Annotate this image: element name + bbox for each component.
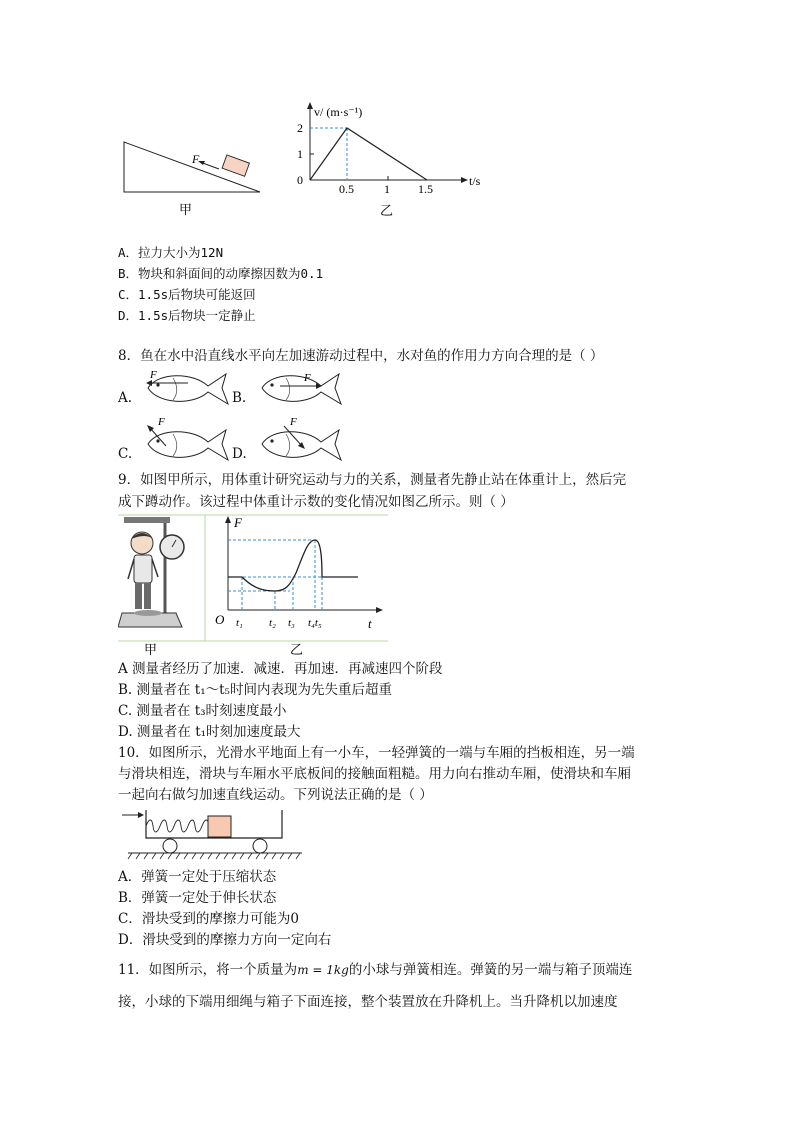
q8-label-d: D. xyxy=(232,446,247,462)
q7-option-d: D．1.5s后物块一定静止 xyxy=(118,308,256,323)
q8-label-a: A. xyxy=(118,390,133,406)
q9-t3-label: t₃ xyxy=(288,617,295,629)
q9-axis-f: F xyxy=(234,515,242,530)
y-tick-0: 0 xyxy=(297,173,303,187)
q10-stem-line2: 与滑块相连，滑块与车厢水平底板间的接触面粗糙。用力向右推动车厢，使滑块和车厢 xyxy=(118,766,631,782)
figure-yi-vt-graph xyxy=(292,96,507,222)
q9-figure xyxy=(118,513,388,657)
q9-stem-line1: 9．如图甲所示，用体重计研究运动与力的关系，测量者先静止站在体重计上，然后完 xyxy=(118,472,627,488)
q9-option-c: C. 测量者在 t₃时刻速度最小 xyxy=(118,703,287,719)
force-label-c: F xyxy=(158,416,165,428)
q11-stem-line2: 接，小球的下端用细绳与箱子下面连接，整个装置放在升降机上。当升降机以加速度 xyxy=(118,994,618,1010)
q8-label-b: B. xyxy=(232,390,247,406)
spring xyxy=(146,820,216,832)
q7-option-b: B．物块和斜面间的动摩擦因数为0.1 xyxy=(118,266,324,281)
q10-option-d: D．滑块受到的摩擦力方向一定向右 xyxy=(118,932,332,948)
q10-cart-figure xyxy=(118,808,308,864)
fish-b-image xyxy=(254,366,350,412)
q9-t2-label: t₂ xyxy=(269,617,276,629)
figure-jia-incline xyxy=(118,138,268,220)
q7-option-c: C．1.5s后物块可能返回 xyxy=(118,287,256,302)
q9-option-b: B. 测量者在 t₁～t₅时间内表现为先失重后超重 xyxy=(118,682,392,698)
q9-ft-graph xyxy=(215,515,383,631)
q11-stem-part1: 11．如图所示，将一个质量为 xyxy=(118,962,298,978)
q10-stem-line3: 一起向右做匀加速直线运动。下列说法正确的是（ ） xyxy=(118,787,433,803)
figure-label-jia: 甲 xyxy=(179,202,193,217)
q8-label-c: C. xyxy=(118,446,133,462)
person-on-scale-image xyxy=(118,517,184,627)
q9-t4t5-label: t₄t₅ xyxy=(308,617,322,629)
force-label: F xyxy=(192,152,200,166)
q9-figure-jia: 甲 xyxy=(144,642,158,657)
q9-t1-label: t₁ xyxy=(236,617,243,629)
y-tick-1: 1 xyxy=(297,147,303,161)
q10-option-a: A．弹簧一定处于压缩状态 xyxy=(118,869,277,885)
q10-stem-line1: 10．如图所示，光滑水平地面上有一小车，一轻弹簧的一端与车厢的挡板相连，另一端 xyxy=(118,745,635,761)
fish-a-image xyxy=(138,366,234,412)
q9-axis-t: t xyxy=(368,616,372,631)
x-tick-1: 1 xyxy=(384,182,390,196)
force-label-d: F xyxy=(290,416,297,428)
x-tick-0-5: 0.5 xyxy=(339,182,354,196)
q10-option-b: B．弹簧一定处于伸长状态 xyxy=(118,890,277,906)
q9-axis-o: O xyxy=(215,612,225,627)
figure-label-yi: 乙 xyxy=(380,203,394,218)
q9-option-d: D. 测量者在 t₁时刻加速度最大 xyxy=(118,724,301,740)
q8-stem: 8．鱼在水中沿直线水平向左加速游动过程中，水对鱼的作用力方向合理的是（ ） xyxy=(118,348,604,364)
q11-stem-line1 xyxy=(118,960,632,980)
q9-figure-yi: 乙 xyxy=(290,642,304,657)
force-label-b: F xyxy=(304,372,311,384)
q11-mass: m = 1kg xyxy=(297,963,349,977)
force-label-a: F xyxy=(150,369,157,381)
q9-option-a: A 测量者经历了加速．减速．再加速．再减速四个阶段 xyxy=(118,661,443,677)
q11-stem-part2: 的小球与弹簧相连。弹簧的另一端与箱子顶端连 xyxy=(348,962,633,978)
y-tick-2: 2 xyxy=(297,121,303,135)
fish-d-image xyxy=(254,414,350,466)
slider-block xyxy=(208,816,231,837)
block xyxy=(222,155,249,176)
fish-c-image xyxy=(138,414,234,466)
axis-x-label: t/s xyxy=(469,174,481,188)
q10-option-c: C．滑块受到的摩擦力可能为0 xyxy=(118,911,299,927)
q7-option-a: A．拉力大小为12N xyxy=(118,245,224,260)
axis-y-label: v/ (m·s⁻¹) xyxy=(314,105,363,119)
x-tick-1-5: 1.5 xyxy=(418,182,433,196)
q9-stem-line2: 成下蹲动作。该过程中体重计示数的变化情况如图乙所示。则（ ） xyxy=(118,494,514,510)
vt-line xyxy=(310,128,427,180)
